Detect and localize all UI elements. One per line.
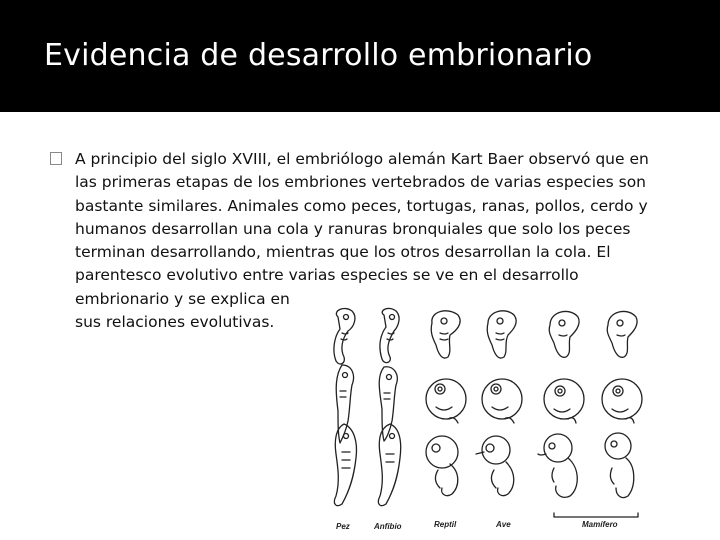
bullet-icon (50, 152, 62, 165)
embryo-comparison-figure (318, 303, 680, 533)
body-line: terminan desarrollando, mientras que los otros desarrollan la cola. El (75, 243, 611, 262)
embryo-pez-2 (336, 365, 353, 443)
embryo-ave-2 (482, 379, 522, 423)
label-pez: Pez (336, 522, 350, 531)
body-line: parentesco evolutivo entre varias especies se ve en el desarrollo (75, 266, 579, 285)
body-line: sus relaciones evolutivas. (75, 313, 275, 332)
mamifero-bracket (554, 513, 638, 517)
embryo-reptil-1 (431, 311, 460, 358)
body-line: embrionario y se explica en (75, 289, 290, 308)
embryo-mamifero-b-2 (602, 379, 642, 423)
body-line: humanos desarrollan una cola y ranuras bronquiales que solo los peces (75, 219, 631, 238)
slide-title: Evidencia de desarrollo embrionario (44, 38, 593, 73)
embryo-mamifero-a-1 (549, 311, 579, 357)
embryo-pez-1 (334, 309, 355, 364)
embryo-ave-3 (476, 436, 514, 496)
embryo-mamifero-a-2 (544, 379, 584, 423)
label-reptil: Reptil (434, 520, 457, 529)
embryo-mamifero-a-3 (538, 434, 577, 497)
label-mamifero: Mamífero (582, 520, 618, 529)
embryo-anfibio-2 (379, 367, 397, 441)
body-line: bastante similares. Animales como peces, tortugas, ranas, pollos, cerdo y (75, 196, 648, 215)
embryo-anfibio-3 (378, 424, 400, 506)
embryo-mamifero-b-3 (605, 433, 634, 498)
embryo-pez-3 (334, 424, 356, 506)
embryo-reptil-3 (426, 436, 458, 496)
embryo-mamifero-b-1 (607, 311, 637, 357)
embryo-ave-1 (487, 311, 516, 358)
body-line: A principio del siglo XVIII, el embriólogo alemán Kart Baer observó que en (75, 150, 649, 168)
label-ave: Ave (496, 520, 511, 529)
embryo-anfibio-1 (380, 308, 399, 362)
embryo-reptil-2 (426, 379, 466, 423)
title-bar (0, 0, 720, 112)
body-line: las primeras etapas de los embriones vertebrados de varias especies son (75, 173, 646, 192)
label-anfibio: Anfibio (374, 522, 402, 531)
